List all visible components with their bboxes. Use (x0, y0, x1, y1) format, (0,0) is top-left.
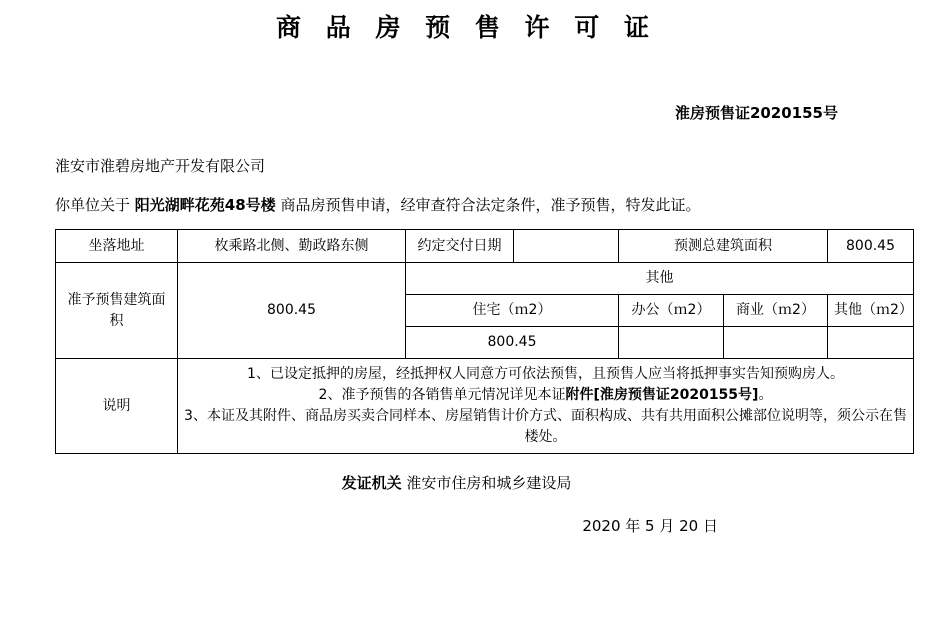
location-value: 枚乘路北侧、勤政路东侧 (178, 230, 406, 263)
note-item (184, 406, 907, 448)
statement-line (0, 194, 933, 215)
location-label: 坐落地址 (56, 230, 178, 263)
other-label: 其他 (406, 263, 914, 295)
table-row (56, 230, 914, 263)
delivery-date-value (514, 230, 619, 263)
permit-number: 淮房预售证2020155号 (674, 104, 838, 122)
table-row (56, 263, 914, 295)
issue-date: 2020 年 5 月 20 日 (582, 517, 718, 535)
permitted-area-value: 800.45 (178, 263, 406, 359)
category-header-office: 办公（ｍ2） (619, 295, 724, 327)
note-text: 1、已设定抵押的房屋，经抵押权人同意方可依法预售，且预售人应当将抵押事实告知预购房人。 (247, 366, 844, 382)
company-name: 淮安市淮碧房地产开发有限公司 (55, 157, 266, 175)
note-text: 3、本证及其附件、商品房买卖合同样本、房屋销售计价方式、面积构成、共有共用面积公摊部位说明等，须公示在售楼处。 (184, 408, 907, 445)
statement-prefix: 你单位关于 (55, 196, 131, 214)
permit-table (55, 229, 914, 454)
total-area-value: 800.45 (828, 230, 914, 263)
notes-cell (178, 359, 914, 454)
category-value-commercial (724, 327, 828, 359)
issuing-agency-label: 发证机关 (341, 474, 402, 492)
note-item (184, 385, 907, 406)
note-text-tail: 。 (758, 387, 773, 403)
delivery-date-label: 约定交付日期 (406, 230, 514, 263)
category-value-other (828, 327, 914, 359)
total-area-label: 预测总建筑面积 (619, 230, 828, 263)
category-value-residential: 800.45 (406, 327, 619, 359)
issuing-agency (0, 472, 933, 493)
table-row (56, 359, 914, 454)
project-name: 阳光湖畔花苑48号楼 (134, 196, 276, 214)
category-header-other: 其他（ｍ2） (828, 295, 914, 327)
note-item (184, 364, 907, 385)
category-header-commercial: 商业（ｍ2） (724, 295, 828, 327)
statement-suffix: 商品房预售申请，经审查符合法定条件，准予预售，特发此证。 (280, 196, 701, 214)
note-text: 2、准予预售的各销售单元情况详见本证 (318, 387, 566, 403)
note-attachment-ref: 附件[淮房预售证2020155号] (565, 387, 759, 403)
category-header-residential: 住宅（ｍ2） (406, 295, 619, 327)
page-title: 商 品 房 预 售 许 可 证 (276, 13, 657, 42)
category-value-office (619, 327, 724, 359)
notes-label: 说明 (56, 359, 178, 454)
permitted-area-label: 准予预售建筑面积 (56, 263, 178, 359)
issuing-agency-name: 淮安市住房和城乡建设局 (406, 474, 572, 492)
